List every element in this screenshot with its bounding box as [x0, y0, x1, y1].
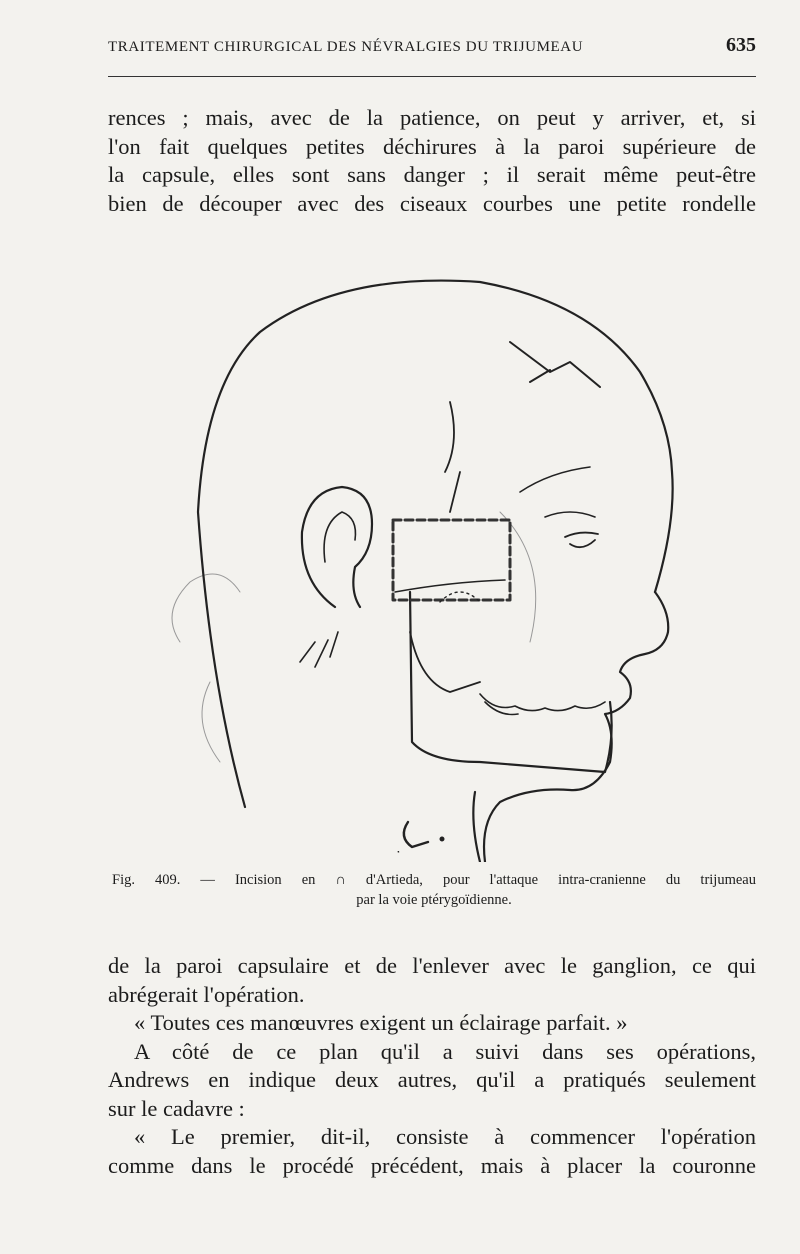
cheek-strokes	[520, 467, 590, 492]
text-line: la capsule, elles sont sans danger ; il serait même peut-être	[108, 162, 756, 187]
neck-line	[473, 792, 480, 862]
page-number: 635	[726, 34, 756, 56]
ear-inner	[324, 512, 355, 562]
caption-line-1: Fig. 409. — Incision en ∩ d'Artieda, pour l'attaque intra-cranienne du trijumeau	[112, 872, 756, 888]
text-line: abrégerait l'opération.	[108, 981, 305, 1007]
hair-stroke	[510, 342, 600, 387]
paragraph-bottom	[108, 952, 756, 1180]
zygomatic-arch	[395, 580, 505, 592]
text-line: « Le premier, dit-il, consiste à commencer l'opération	[134, 1124, 756, 1149]
header-rule	[108, 76, 756, 77]
eyebrow	[545, 512, 595, 517]
eye	[565, 533, 598, 548]
brow-stroke	[530, 370, 550, 382]
temple-strokes	[445, 402, 460, 512]
text-line: de la paroi capsulaire et de l'enlever avec le ganglion, ce qui	[108, 953, 756, 978]
signature-dot	[440, 837, 444, 841]
text-line: sur le cadavre :	[108, 1095, 245, 1121]
signature-mark	[404, 822, 428, 847]
signature-text: C.	[398, 852, 399, 853]
jaw-line	[410, 592, 612, 772]
text-line: A côté de ce plan qu'il a suivi dans ses opérations,	[134, 1038, 756, 1064]
ramus-line	[410, 632, 480, 692]
text-line: bien de découper avec des ciseaux courbes une petite rondelle	[108, 190, 756, 216]
text-line: comme dans le procédé précédent, mais à placer la couronne	[108, 1152, 756, 1178]
text-line: rences ; mais, avec de la patience, on peut y arriver, et, si	[108, 105, 756, 130]
head-outline	[198, 281, 673, 807]
running-title: TRAITEMENT CHIRURGICAL DES NÉVRALGIES DU TRIJUMEAU	[108, 39, 584, 55]
caption-line-2: par la voie ptérygoïdienne.	[356, 892, 512, 908]
hair-strokes-nape	[300, 632, 338, 667]
faint-sketch-lines	[172, 512, 536, 762]
teeth	[480, 694, 605, 715]
paragraph-top	[108, 104, 756, 218]
running-head	[108, 34, 756, 60]
face-profile	[484, 592, 668, 862]
text-line: Andrews en indique deux autres, qu'il a pratiqués seulement	[108, 1067, 756, 1092]
text-line: l'on fait quelques petites déchirures à la paroi supérieure de	[108, 133, 756, 159]
figure-caption	[112, 870, 756, 910]
ear	[302, 487, 372, 607]
head-incision-illustration	[150, 262, 690, 862]
text-line: « Toutes ces manœuvres exigent un éclairage parfait. »	[134, 1010, 628, 1035]
incision-rectangle	[393, 520, 510, 600]
